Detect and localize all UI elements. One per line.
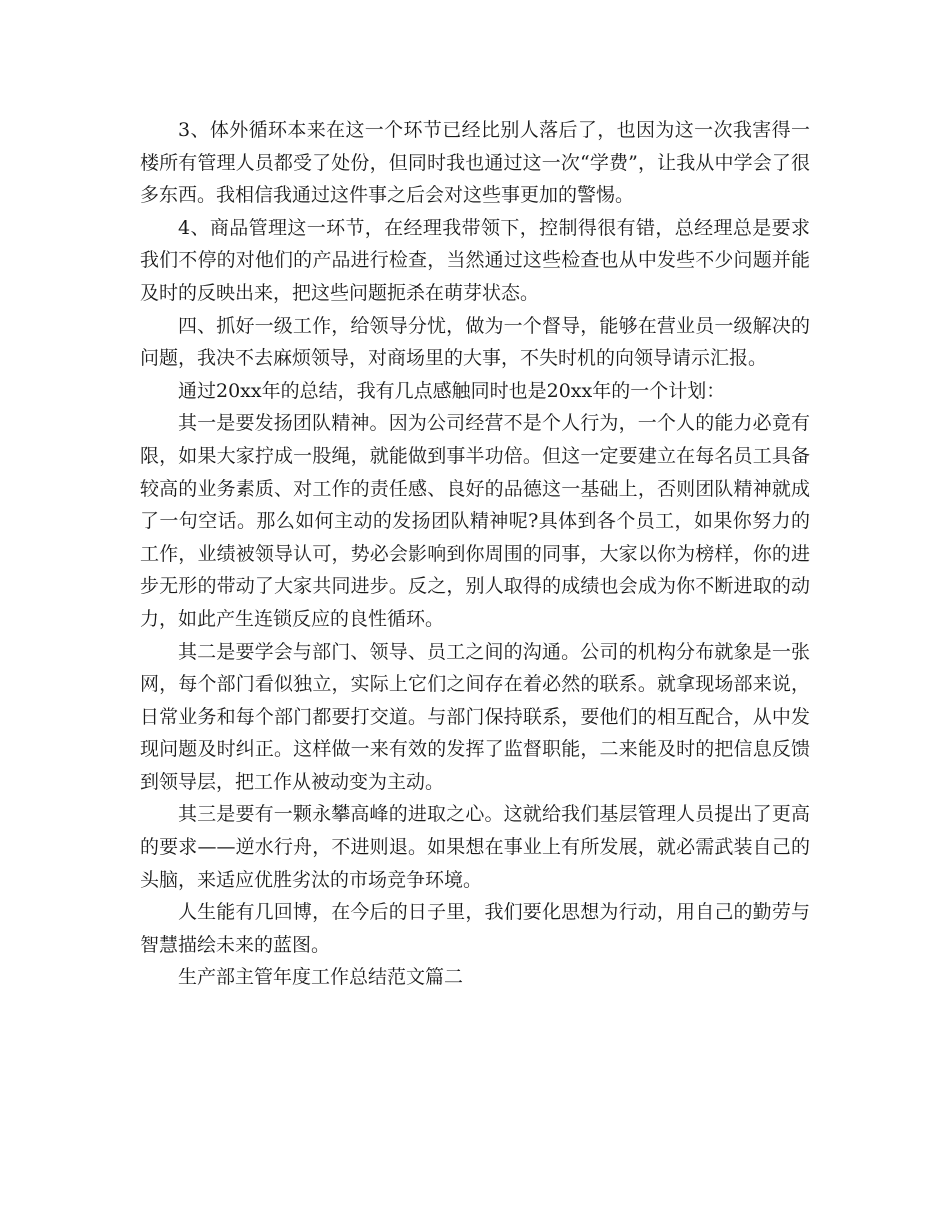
- paragraph-closing: 人生能有几回博，在今后的日子里，我们要化思想为行动，用自己的勤劳与智慧描绘未来的蓝图。: [140, 901, 810, 956]
- paragraph-summary-intro: 通过20xx年的总结，我有几点感触同时也是20xx年的一个计划：: [178, 379, 726, 402]
- paragraph-point-2: 其二是要学会与部门、领导、员工之间的沟通。公司的机构分布就象是一张网，每个部门看似独立，实际上它们之间存在着必然的联系。就拿现场部来说，日常业务和每个部门都要打交道。与部门保持联系，要他们的相互配合，从中发现问题及时纠正。这样做一来有效的发挥了监督职能，二来能及时的把信息反馈到领导层，把工作从被动变为主动。: [140, 640, 810, 793]
- document-page: [140, 114, 810, 994]
- paragraph-item-3: 3、体外循环本来在这一个环节已经比别人落后了，也因为这一次我害得一楼所有管理人员都受了处份，但同时我也通过这一次“学费”，让我从中学会了很多东西。我相信我通过这件事之后会对这些事更加的警惕。: [140, 119, 810, 207]
- section-heading-part-2: 生产部主管年度工作总结范文篇二: [178, 966, 464, 989]
- paragraph-item-4: 4、商品管理这一环节，在经理我带领下，控制得很有错，总经理总是要求我们不停的对他们的产品进行检查，当然通过这些检查也从中发些不少问题并能及时的反映出来，把这些问题扼杀在萌芽状态。: [140, 216, 810, 304]
- paragraph-point-3: 其三是要有一颗永攀高峰的进取之心。这就给我们基层管理人员提出了更高的要求——逆水行舟，不进则退。如果想在事业上有所发展，就必需武装自己的头脑，来适应优胜劣汰的市场竞争环境。: [140, 803, 810, 891]
- paragraph-section-4: 四、抓好一级工作，给领导分忧，做为一个督导，能够在营业员一级解决的问题，我决不去麻烦领导，对商场里的大事，不失时机的向领导请示汇报。: [140, 314, 810, 370]
- paragraph-point-1: 其一是要发扬团队精神。因为公司经营不是个人行为，一个人的能力必竟有限，如果大家拧成一股绳，就能做到事半功倍。但这一定要建立在每名员工具备较高的业务素质、对工作的责任感、良好的品德这一基础上，否则团队精神就成了一句空话。那么如何主动的发扬团队精神呢?具体到各个员工，如果你努力的工作，业绩被领导认可，势必会影响到你周围的同事，大家以你为榜样，你的进步无形的带动了大家共同进步。反之，别人取得的成绩也会成为你不断进取的动力，如此产生连锁反应的良性循环。: [140, 412, 810, 630]
